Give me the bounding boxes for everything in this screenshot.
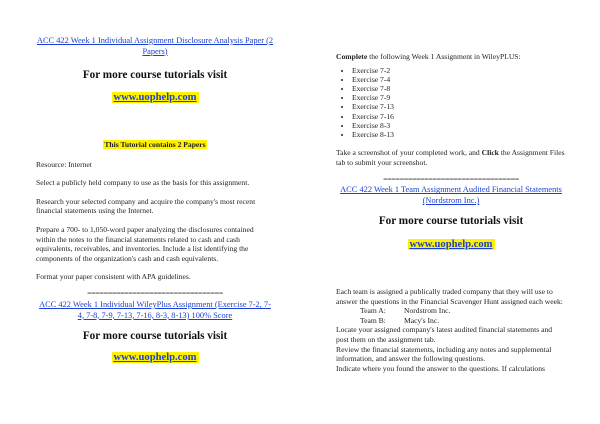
screenshot-instruction xyxy=(336,148,566,167)
promo-text-2: For more course tutorials visit xyxy=(82,329,228,342)
promo-link-2[interactable]: www.uophelp.com xyxy=(113,351,197,363)
list-item: • Exercise 7-2 xyxy=(352,66,566,75)
locate-paragraph: Locate your assigned company's latest audited financial statements and post them on the assignment tab. xyxy=(336,325,553,344)
promo-text: For more course tutorials visit xyxy=(82,68,228,81)
team-b-label: Team B: xyxy=(360,315,386,325)
review-paragraph: Review the financial statements, including any notes and supplemental information, and answer the following questions. xyxy=(336,344,552,364)
complete-bold: Complete xyxy=(336,52,368,61)
separator: ================================= xyxy=(383,176,519,185)
team-intro: Each team is assigned a publically traded company that they will use to answer the questions in the Financial Scavenger Hunt assigned each week: xyxy=(336,287,563,306)
exercise-list xyxy=(336,66,566,140)
complete-rest: the following Week 1 Assignment in WileyPLUS: xyxy=(367,52,521,61)
team-a-label: Team A: xyxy=(360,306,386,316)
click-bold: Click xyxy=(481,148,499,158)
promo-text-3: For more course tutorials visit xyxy=(378,215,524,227)
tutorial-highlight: This Tutorial contains 2 Papers xyxy=(104,139,206,149)
paragraph-research: Research your selected company and acquire the company's most recent financial statements using the Internet. xyxy=(36,196,256,216)
list-item: • Exercise 8-3 xyxy=(352,121,566,130)
screenshot-text-b: the Assignment Files tab to submit your screenshot. xyxy=(336,148,565,167)
doc-title-link[interactable]: ACC 422 Week 1 Individual Assignment Disclosure Analysis Paper (2 Papers) xyxy=(36,36,274,56)
list-item: • Exercise 7-4 xyxy=(352,75,566,84)
promo-link[interactable]: www.uophelp.com xyxy=(113,91,197,103)
paragraph-prepare: Prepare a 700- to 1,050-word paper analyzing the disclosures contained within the notes to the financial statements related to cash and cash equivalents, receivables, and inventories. Include a list identifying the components of the organization's cash and cash equivalents. xyxy=(36,224,254,263)
list-item: • Exercise 7-16 xyxy=(352,112,566,121)
right-page xyxy=(300,0,600,424)
team-a-value: Nordstrom Inc. xyxy=(404,306,451,316)
promo-link-3[interactable]: www.uophelp.com xyxy=(409,239,493,250)
doc3-title-link[interactable]: ACC 422 Week 1 Team Assignment Audited Financial Statements (Nordstrom Inc.) xyxy=(340,185,562,206)
doc2-title-link[interactable]: ACC 422 Week 1 Individual WileyPlus Assignment (Exercise 7-2, 7-4, 7-8, 7-9, 7-13, 7-16, 8-3, 8-13) 100% Score xyxy=(39,299,271,320)
list-item: • Exercise 7-8 xyxy=(352,84,566,93)
separator: ================================= xyxy=(87,289,223,298)
complete-line xyxy=(336,52,566,62)
paragraph-select: Select a publicly held company to use as the basis for this assignment. xyxy=(36,178,250,188)
team-b-value: Macy's Inc. xyxy=(404,315,440,325)
team-b-row xyxy=(336,316,566,326)
indicate-paragraph: Indicate where you found the answer to the questions. If calculations xyxy=(336,363,545,373)
team-a-row xyxy=(336,306,566,316)
resource-line: Resource: Internet xyxy=(36,159,92,169)
list-item: • Exercise 8-13 xyxy=(352,130,566,139)
paragraph-format: Format your paper consistent with APA guidelines. xyxy=(36,272,191,282)
list-item: • Exercise 7-13 xyxy=(352,102,566,111)
list-item: • Exercise 7-9 xyxy=(352,93,566,102)
screenshot-text-a: Take a screenshot of your completed work, and xyxy=(336,148,482,158)
